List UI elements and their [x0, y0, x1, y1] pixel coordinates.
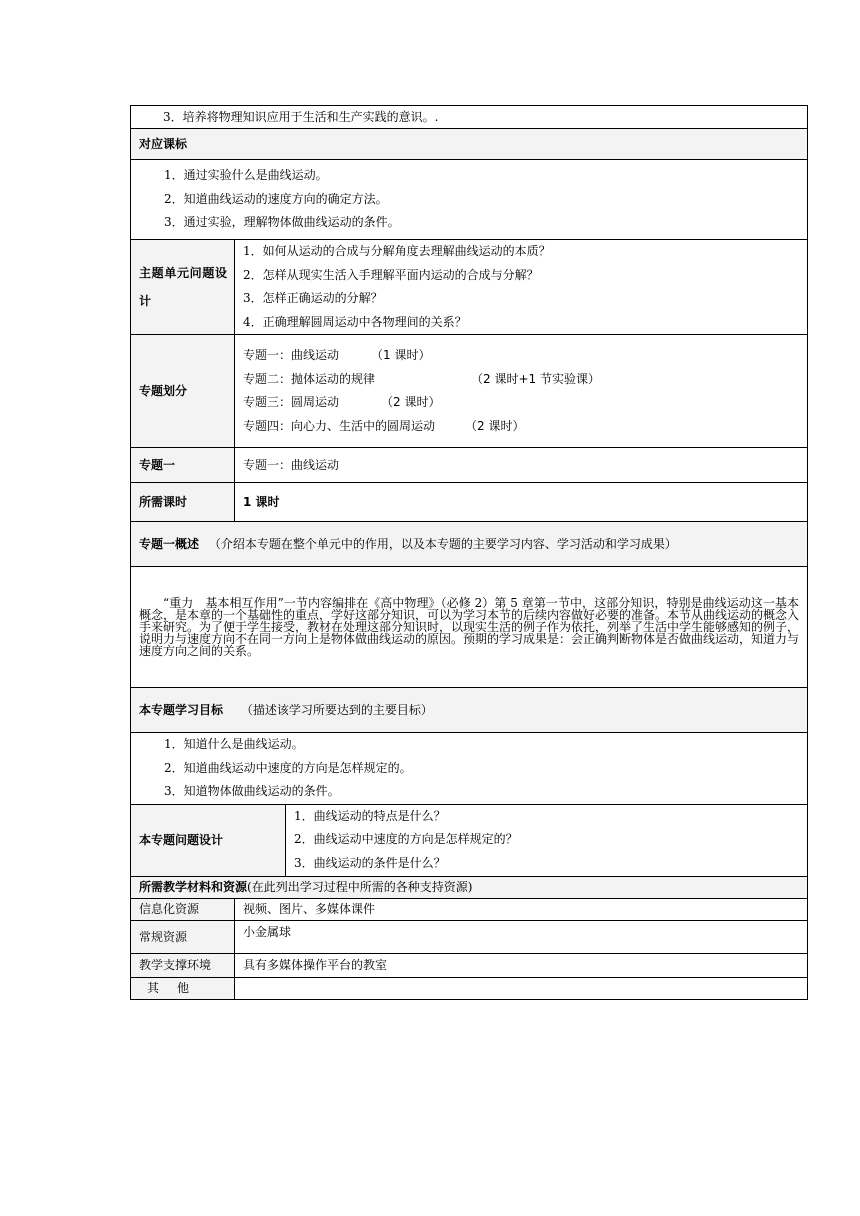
- unit-question: 3．怎样正确运动的分解？: [243, 291, 383, 305]
- topic-item: 专题一：曲线运动 （1 课时）: [243, 348, 431, 362]
- topic-questions-items: [286, 804, 808, 876]
- overview-note: （介绍本专题在整个单元中的作用，以及本专题的主要学习内容、学习活动和学习成果）: [208, 537, 677, 551]
- goal-item: 3．知道物体做曲线运动的条件。: [164, 784, 340, 798]
- resource-row-label: 信息化资源: [131, 898, 235, 920]
- lesson-plan-table: [130, 105, 808, 1000]
- topic-questions-label: 本专题问题设计: [131, 804, 286, 876]
- curriculum-items: [131, 160, 808, 240]
- unit-question: 4．正确理解圆周运动中各物理间的关系？: [243, 314, 467, 329]
- resource-row-value: 小金属球: [235, 920, 808, 953]
- curriculum-item: 1．通过实验什么是曲线运动。: [164, 168, 328, 183]
- unit-question: 2．怎样从现实生活入手理解平面内运动的合成与分解？: [243, 267, 539, 282]
- unit-questions-items: [235, 240, 808, 335]
- resource-row-value: [235, 977, 808, 999]
- goals-note: （描述该学习所要达到的主要目标）: [240, 703, 433, 717]
- top-line: 3．培养将物理知识应用于生活和生产实践的意识。.: [131, 106, 808, 129]
- hours-value: 1 课时: [235, 483, 808, 522]
- lesson-plan-sheet: [130, 105, 807, 1000]
- overview-text: “重力 基本相互作用”一节内容编排在《高中物理》（必修 2）第 5 章第一节中，这部分知识，特别是曲线运动这一基本概念，是本章的一个基础性的重点，学好这部分知识，可以为学习本节的后续内容做好必要的准备。本节从曲线运动的概念入手来研究。为了便于学生接受，教材在处理这部分知识时，以现实生活的例子作为依托，列举了生活中学生能够感知的例子，说明力与速度方向不在同一方向上是物体做曲线运动的原因。预期的学习成果是：会正确判断物体是否做曲线运动，知道力与速度方向之间的关系。: [131, 567, 808, 688]
- topic-division-items: [235, 335, 808, 448]
- curriculum-item: 2．知道曲线运动的速度方向的确定方法。: [164, 191, 388, 206]
- topic-item: 专题四：向心力、生活中的圆周运动 （2 课时）: [243, 418, 525, 433]
- resources-header: [131, 876, 808, 898]
- unit-question: 1．如何从运动的合成与分解角度去理解曲线运动的本质？: [243, 244, 551, 258]
- curriculum-label: 对应课标: [131, 129, 808, 160]
- goals-items: [131, 733, 808, 805]
- resource-row-label: 教学支撑环境: [131, 953, 235, 977]
- topic-item: 专题三：圆周运动 （2 课时）: [243, 395, 441, 409]
- resource-row-value: 视频、图片、多媒体课件: [235, 898, 808, 920]
- topic-question: 1．曲线运动的特点是什么？: [294, 808, 446, 823]
- goal-item: 2．知道曲线运动中速度的方向是怎样规定的。: [164, 760, 412, 775]
- topic-question: 3．曲线运动的条件是什么？: [294, 855, 446, 870]
- goals-header: [131, 688, 808, 733]
- topic-item: 专题二：抛体运动的规律 （2 课时+1 节实验课）: [243, 371, 600, 386]
- topic-one-value: 专题一：曲线运动: [235, 448, 808, 483]
- topic-question: 2．曲线运动中速度的方向是怎样规定的？: [294, 832, 518, 847]
- resources-note: (在此列出学习过程中所需的各种支持资源): [247, 880, 473, 894]
- goals-label: 本专题学习目标: [139, 703, 224, 717]
- resource-row-label: 常规资源: [131, 920, 235, 953]
- overview-header: [131, 522, 808, 567]
- unit-questions-label: 主题单元问题设计: [131, 240, 235, 335]
- topic-division-label: 专题划分: [131, 335, 235, 448]
- resources-label: 所需教学材料和资源: [139, 880, 248, 894]
- goal-item: 1．知道什么是曲线运动。: [164, 737, 304, 751]
- hours-label: 所需课时: [131, 483, 235, 522]
- resource-row-value: 具有多媒体操作平台的教室: [235, 953, 808, 977]
- overview-label: 专题一概述: [139, 537, 200, 551]
- curriculum-item: 3．通过实验，理解物体做曲线运动的条件。: [164, 215, 400, 230]
- resource-row-label: 其他: [131, 977, 235, 999]
- topic-one-label: 专题一: [131, 448, 235, 483]
